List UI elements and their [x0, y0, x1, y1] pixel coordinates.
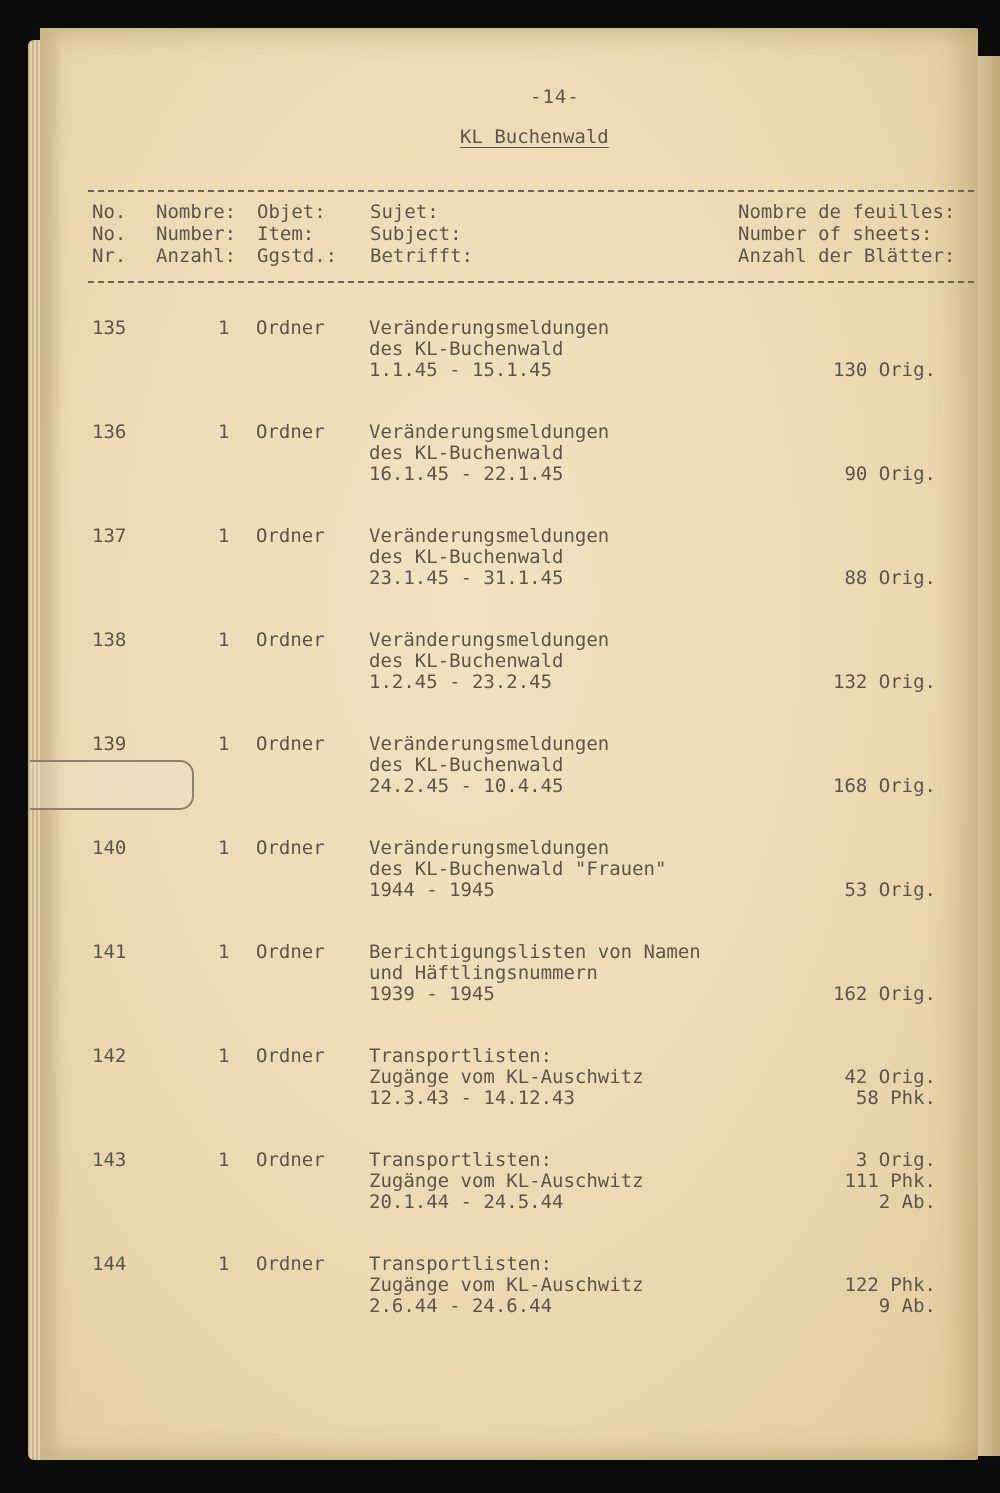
sheets-line: 168 Orig.	[833, 775, 936, 797]
header-col-number	[156, 201, 236, 267]
description-line: Zugänge vom KL-Auschwitz	[369, 1170, 644, 1192]
header-rule-top	[88, 190, 974, 192]
entry-item: Ordner	[256, 421, 325, 443]
header-text: Ggstd.:	[257, 245, 338, 267]
description-line: Veränderungsmeldungen	[369, 629, 610, 651]
description-line: und Häftlingsnummern	[369, 962, 598, 984]
entry-number: 143	[92, 1149, 127, 1171]
list-item	[40, 1150, 978, 1254]
header-text: Number of sheets:	[738, 223, 933, 245]
entry-item: Ordner	[256, 837, 325, 859]
header-text: No.	[92, 201, 127, 223]
description-line: 1944 - 1945	[369, 879, 495, 901]
description-line: 1939 - 1945	[369, 983, 495, 1005]
entry-sheets	[796, 526, 936, 589]
entry-count: 1	[218, 837, 230, 859]
list-item	[40, 1046, 978, 1150]
entry-count: 1	[218, 421, 230, 443]
entry-description	[369, 1046, 644, 1109]
sheets-line: 9 Ab.	[878, 1295, 936, 1317]
entry-sheets	[796, 734, 936, 797]
list-item	[40, 318, 978, 422]
entry-sheets	[796, 838, 936, 901]
description-line: des KL-Buchenwald	[369, 650, 564, 672]
entry-number: 144	[92, 1253, 127, 1275]
description-line: 2.6.44 - 24.6.44	[369, 1295, 553, 1317]
entry-description	[369, 526, 609, 589]
entry-number: 137	[92, 525, 127, 547]
header-text: Sujet:	[370, 201, 439, 223]
sheets-line: 90 Orig.	[844, 463, 936, 485]
description-line: 23.1.45 - 31.1.45	[369, 567, 564, 589]
entry-number: 136	[92, 421, 127, 443]
description-line: des KL-Buchenwald	[369, 546, 564, 568]
entry-count: 1	[218, 629, 230, 651]
entry-count: 1	[218, 941, 230, 963]
header-col-sheets	[738, 201, 955, 267]
entry-description	[369, 318, 609, 381]
sheets-line: 53 Orig.	[844, 879, 936, 901]
header-text: Nombre de feuilles:	[738, 201, 956, 223]
header-text: Objet:	[257, 201, 326, 223]
header-text: Anzahl der Blätter:	[738, 245, 956, 267]
header-text: Betrifft:	[370, 245, 473, 267]
sheets-line: 132 Orig.	[833, 671, 936, 693]
description-line: Transportlisten:	[369, 1045, 553, 1067]
sheets-line: 2 Ab.	[878, 1191, 936, 1213]
description-line: Veränderungsmeldungen	[369, 837, 610, 859]
list-item	[40, 1254, 978, 1358]
description-line: 1.2.45 - 23.2.45	[369, 671, 553, 693]
description-line: Berichtigungslisten von Namen	[369, 941, 701, 963]
list-item	[40, 630, 978, 734]
entry-number: 142	[92, 1045, 127, 1067]
list-item	[40, 422, 978, 526]
entry-item: Ordner	[256, 1253, 325, 1275]
description-line: des KL-Buchenwald	[369, 754, 564, 776]
entry-sheets	[796, 422, 936, 485]
description-line: 20.1.44 - 24.5.44	[369, 1191, 564, 1213]
paper-clip	[30, 760, 194, 810]
description-line: des KL-Buchenwald	[369, 442, 564, 464]
description-line: Transportlisten:	[369, 1253, 553, 1275]
sheets-line: 58 Phk.	[855, 1087, 936, 1109]
header-text: No.	[92, 223, 127, 245]
description-line: des KL-Buchenwald "Frauen"	[369, 858, 667, 880]
entry-description	[369, 942, 701, 1005]
entry-number: 139	[92, 733, 127, 755]
sheets-line: 130 Orig.	[833, 359, 936, 381]
entry-sheets	[796, 1046, 936, 1109]
entry-item: Ordner	[256, 1149, 325, 1171]
right-page-edge	[978, 56, 1000, 1456]
header-text: Item:	[257, 223, 315, 245]
entry-count: 1	[218, 1149, 230, 1171]
entry-number: 138	[92, 629, 127, 651]
entry-number: 140	[92, 837, 127, 859]
header-col-item	[257, 201, 337, 267]
document-page	[40, 28, 978, 1460]
entry-item: Ordner	[256, 317, 325, 339]
entry-sheets	[796, 1254, 936, 1317]
description-line: Zugänge vom KL-Auschwitz	[369, 1066, 644, 1088]
header-rule-bottom	[88, 281, 974, 283]
list-item	[40, 942, 978, 1046]
description-line: Veränderungsmeldungen	[369, 733, 610, 755]
sheets-line: 3 Orig.	[855, 1149, 936, 1171]
entry-number: 135	[92, 317, 127, 339]
header-text: Anzahl:	[156, 245, 237, 267]
entry-item: Ordner	[256, 733, 325, 755]
description-line: 1.1.45 - 15.1.45	[369, 359, 553, 381]
entry-count: 1	[218, 1253, 230, 1275]
entry-description	[369, 630, 609, 693]
entry-item: Ordner	[256, 629, 325, 651]
sheets-line: 122 Phk.	[844, 1274, 936, 1296]
entry-description	[369, 422, 609, 485]
list-item	[40, 838, 978, 942]
header-col-no	[92, 201, 126, 267]
description-line: 24.2.45 - 10.4.45	[369, 775, 564, 797]
entry-count: 1	[218, 525, 230, 547]
entry-count: 1	[218, 733, 230, 755]
entry-sheets	[796, 942, 936, 1005]
entry-count: 1	[218, 317, 230, 339]
header-col-subject	[370, 201, 473, 267]
description-line: des KL-Buchenwald	[369, 338, 564, 360]
entry-item: Ordner	[256, 941, 325, 963]
entry-sheets	[796, 1150, 936, 1213]
page-number: -14-	[530, 86, 580, 108]
description-line: Veränderungsmeldungen	[369, 421, 610, 443]
entry-sheets	[796, 318, 936, 381]
entry-count: 1	[218, 1045, 230, 1067]
description-line: Zugänge vom KL-Auschwitz	[369, 1274, 644, 1296]
entry-description	[369, 1150, 644, 1213]
entry-item: Ordner	[256, 1045, 325, 1067]
header-text: Nr.	[92, 245, 127, 267]
description-line: 16.1.45 - 22.1.45	[369, 463, 564, 485]
sheets-line: 88 Orig.	[844, 567, 936, 589]
sheets-line: 42 Orig.	[844, 1066, 936, 1088]
sheets-line: 111 Phk.	[844, 1170, 936, 1192]
entry-list	[40, 318, 978, 1358]
header-text: Number:	[156, 223, 237, 245]
sheets-line: 162 Orig.	[833, 983, 936, 1005]
entry-description	[369, 838, 666, 901]
list-item	[40, 526, 978, 630]
description-line: Transportlisten:	[369, 1149, 553, 1171]
header-text: Nombre:	[156, 201, 237, 223]
entry-sheets	[796, 630, 936, 693]
description-line: 12.3.43 - 14.12.43	[369, 1087, 575, 1109]
description-line: Veränderungsmeldungen	[369, 317, 610, 339]
description-line: Veränderungsmeldungen	[369, 525, 610, 547]
entry-description	[369, 1254, 644, 1317]
entry-number: 141	[92, 941, 127, 963]
header-text: Subject:	[370, 223, 462, 245]
entry-description	[369, 734, 609, 797]
document-title: KL Buchenwald	[460, 126, 609, 148]
entry-item: Ordner	[256, 525, 325, 547]
